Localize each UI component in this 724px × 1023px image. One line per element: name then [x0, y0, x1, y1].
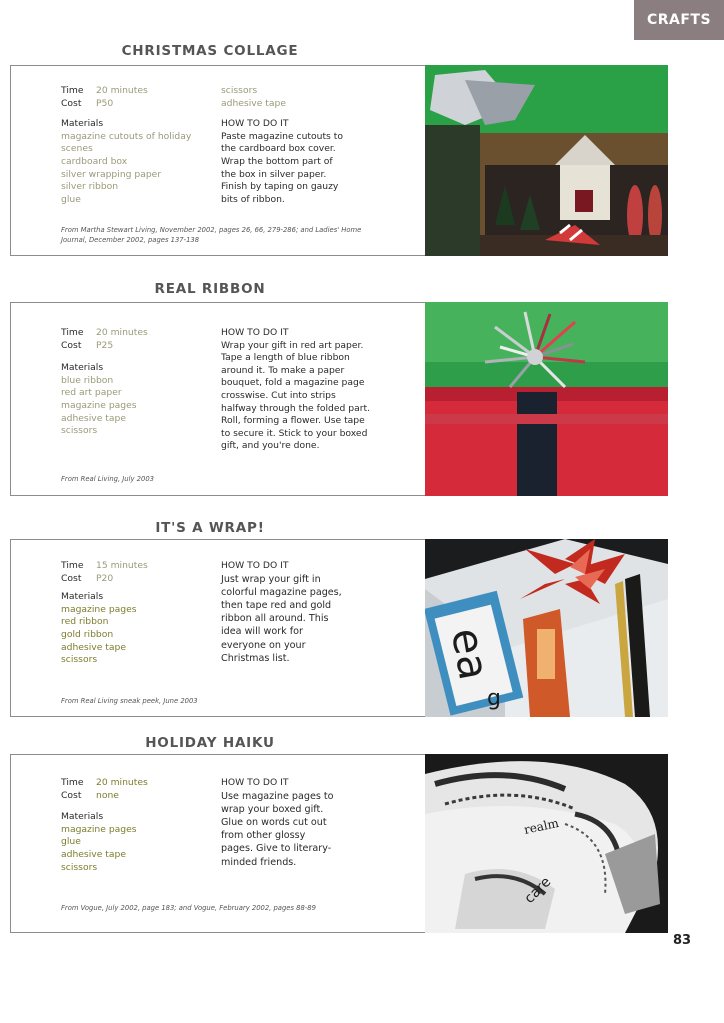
material-item: glue — [61, 193, 81, 205]
time-label: Time — [61, 85, 84, 96]
photo-holiday-haiku — [425, 754, 668, 933]
cost-label: Cost — [61, 789, 82, 801]
materials-heading: Materials — [61, 362, 104, 374]
cost-value: none — [96, 789, 119, 801]
craft-details — [61, 85, 221, 206]
page-number: 83 — [673, 933, 692, 948]
material-item: blue ribbon — [61, 374, 114, 386]
material-item: silver ribbon — [61, 181, 119, 193]
source-credit: From Vogue, July 2002, page 183; and Vogue, February 2002, pages 88-89 — [61, 904, 316, 912]
photo-word-care: care — [521, 874, 555, 907]
craft-card-christmas-collage — [10, 65, 425, 256]
photo-its-a-wrap — [425, 539, 668, 717]
material-item: magazine pages — [61, 823, 137, 835]
cost-value: P25 — [96, 339, 114, 351]
howto-text: Just wrap your gift in colorful magazine pages, then tape red and gold ribbon all around. This idea will work for everyone on your Christmas list. — [221, 573, 342, 664]
materials-heading: Materials — [61, 118, 104, 130]
time-value: 20 minutes — [96, 777, 148, 788]
source-credit: From Real Living, July 2003 — [61, 475, 154, 483]
material-item: scissors — [61, 654, 98, 666]
material-item: adhesive tape — [221, 97, 287, 109]
material-item: red ribbon — [61, 616, 109, 628]
material-item: magazine pages — [61, 603, 137, 615]
cost-label: Cost — [61, 572, 82, 584]
material-item: scenes — [61, 143, 93, 155]
howto-text: Paste magazine cutouts to the cardboard box cover. Wrap the bottom part of the box in silver paper. Finish by taping on gauzy bits of ribbon. — [221, 130, 343, 205]
photo-caption-letter-g: g — [487, 686, 501, 711]
material-item: red art paper — [61, 387, 122, 399]
howto-heading: HOW TO DO IT — [221, 118, 289, 130]
time-value: 20 minutes — [96, 85, 148, 96]
craft-details — [61, 327, 221, 438]
cost-label: Cost — [61, 97, 82, 109]
howto-heading: HOW TO DO IT — [221, 777, 289, 788]
material-item: adhesive tape — [61, 848, 127, 860]
time-label: Time — [61, 327, 84, 338]
time-label: Time — [61, 777, 84, 788]
craft-card-real-ribbon — [10, 302, 425, 496]
material-item: scissors — [221, 85, 258, 96]
material-item: adhesive tape — [61, 641, 127, 653]
time-value: 20 minutes — [96, 327, 148, 338]
material-item: gold ribbon — [61, 628, 114, 640]
craft-title-its-a-wrap: IT'S A WRAP! — [155, 520, 265, 536]
craft-title-christmas-collage: CHRISTMAS COLLAGE — [121, 43, 299, 59]
cost-value: P50 — [96, 97, 114, 109]
howto-text: Use magazine pages to wrap your boxed gift. Glue on words cut out from other glossy pages. Give to literary- minded friends. — [221, 790, 334, 868]
howto-text: Wrap your gift in red art paper. Tape a length of blue ribbon around it. To make a paper bouquet, fold a magazine page crosswise. Cut into strips halfway through the folded part. Roll, forming a flower. Use tape to secure it. Stick to your boxed gift, and you're done. — [221, 339, 371, 452]
howto-heading: HOW TO DO IT — [221, 560, 289, 571]
materials-heading: Materials — [61, 811, 104, 823]
craft-instructions — [221, 327, 416, 453]
time-label: Time — [61, 560, 84, 571]
cost-label: Cost — [61, 339, 82, 351]
craft-title-holiday-haiku: HOLIDAY HAIKU — [145, 735, 275, 751]
materials-heading: Materials — [61, 591, 104, 603]
material-item: glue — [61, 836, 81, 848]
material-item: cardboard box — [61, 155, 128, 167]
material-item: magazine cutouts of holiday — [61, 130, 192, 142]
section-tab-crafts: CRAFTS — [634, 0, 724, 40]
material-item: scissors — [61, 425, 98, 437]
craft-details — [61, 560, 221, 667]
time-value: 15 minutes — [96, 560, 148, 571]
craft-title-real-ribbon: REAL RIBBON — [154, 281, 266, 297]
craft-instructions — [221, 85, 411, 206]
photo-real-ribbon — [425, 302, 668, 496]
craft-card-holiday-haiku — [10, 754, 425, 933]
craft-card-its-a-wrap — [10, 539, 425, 717]
photo-christmas-collage — [425, 65, 668, 256]
craft-details — [61, 777, 221, 874]
howto-heading: HOW TO DO IT — [221, 327, 289, 338]
photo-word-realm: realm — [522, 815, 561, 837]
source-credit: From Real Living sneak peek, June 2003 — [61, 697, 198, 705]
material-item: silver wrapping paper — [61, 168, 162, 180]
photo-caption-letters: ea — [441, 624, 500, 684]
cost-value: P20 — [96, 572, 114, 584]
craft-instructions — [221, 777, 411, 869]
craft-instructions — [221, 560, 411, 665]
material-item: scissors — [61, 861, 98, 873]
material-item: magazine pages — [61, 399, 137, 411]
material-item: adhesive tape — [61, 412, 127, 424]
source-credit: From Martha Stewart Living, November 2002, pages 26, 66, 279-286; and Ladies' Home Journal, December 2002, pages 137-138 — [61, 226, 362, 244]
